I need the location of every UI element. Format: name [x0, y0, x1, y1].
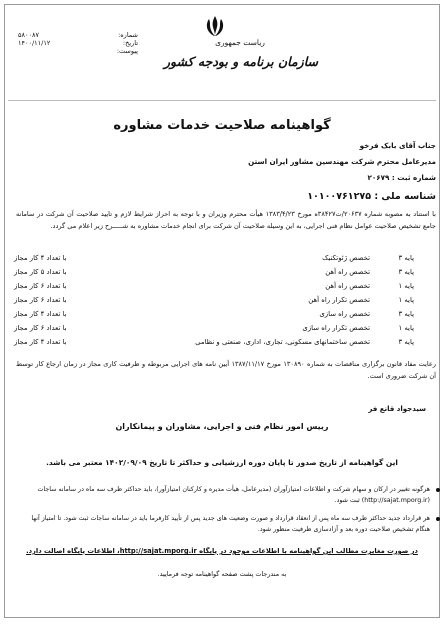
scope-count: با تعداد ۶ کار مجاز [14, 282, 67, 290]
header-divider [8, 100, 436, 101]
scope-grade: پایه ۳ [398, 254, 414, 262]
note-text: هر قرارداد جدید حداکثر ظرف سه ماه پس از انعقاد قرارداد و صورت وضعیت های جدید پس از تأیید کارفرما باید در سامانه ساجات ثبت شود. تا امتیاز آنها هنگام تشخیص صلاحیت دوره بعد و آزادسازی ظرفیت منظور شود. [31, 515, 430, 533]
scope-name: تخصص ژئوتکنیک [322, 254, 370, 262]
validity-statement: این گواهینامه از تاریخ صدور تا پایان دوره ارزشیابی و حداکثر تا تاریخ ۱۴۰۲/۰۹/۰۹ معتبر می باشد. [46, 458, 398, 467]
bullet-icon [436, 517, 440, 521]
iran-emblem-icon [204, 14, 226, 38]
intro-paragraph: با استناد به مصوبه شماره ۲۰۶۳۷/ت۳۸۴۲۷ه مورخ ۱۳۸۳/۴/۲۳ هیأت محترم وزیران و با توجه به احراز شرایط لازم و تایید صلاحیت آن شرکت در سامانه جامع تشخیص صلاحیت عوامل نظام فنی اجرایی، به این وسیله صلاحیت آن شرکت برای انجام خدمات مشاوره به شـــــرح زیر اعلام می گردد. [16, 210, 436, 230]
scope-row [14, 296, 414, 310]
page-title: گواهینامه صلاحیت خدمات مشاوره [113, 118, 331, 133]
scope-row [14, 282, 414, 296]
scope-name: تخصص راه آهن [325, 282, 370, 290]
scope-name: تخصص راه آهن [325, 268, 370, 276]
scope-row [14, 268, 414, 282]
scope-grade: پایه ۳ [398, 268, 414, 276]
note-item [26, 513, 430, 535]
scope-row [14, 324, 414, 338]
scope-row [14, 338, 414, 352]
attachment-label: پیوست: [116, 47, 138, 55]
number-label: شماره: [118, 31, 138, 39]
number-value: ۵۸۰۰۸۷ [18, 31, 39, 39]
document-meta [18, 32, 138, 56]
scope-row [14, 254, 414, 268]
bullet-icon [436, 488, 440, 492]
scope-name: تخصص تکرار راه سازی [302, 324, 370, 332]
note-text: هرگونه تغییر در ارکان و سهام شرکت و اطلاعات امتیازآوران (مدیرعامل، هیأت مدیره و کارکنان امتیازآور)، باید حداکثر ظرف سه ماه در سامانه ساجات (http://sajat.mporg.ir) ثبت شود. [37, 486, 430, 504]
org-line-presidency: ریاست جمهوری [215, 38, 265, 47]
recipient-salutation: جناب آقای بابک فرخو [359, 141, 436, 150]
scope-name: تخصص راه سازی [319, 310, 370, 318]
date-label: تاریخ: [122, 39, 138, 47]
regulation-paragraph: رعایت مفاد قانون برگزاری مناقصات به شماره ۱۳۰۸۹۰ مورخ ۱۳۸۷/۱۱/۱۷ آیین نامه های اجرایی مربوطه و ظرفیت کاری مجاز در زمان ارجاع کار توسط آن شرکت ضروری است. [16, 360, 436, 380]
scope-count: با تعداد ۴ کار مجاز [14, 338, 67, 346]
scope-grade: پایه ۳ [398, 310, 414, 318]
scope-grade: پایه ۱ [398, 296, 414, 304]
scopes-list [0, 252, 446, 352]
recipient-position: مدیرعامل محترم شرکت مهندسین مشاور ایران استن [248, 157, 436, 166]
scope-grade: پایه ۱ [398, 324, 414, 332]
signatory-name: سیدجواد قانع فر [368, 405, 426, 413]
registration-number: شماره ثبت : ۲۰۶۷۹ [367, 173, 436, 182]
signatory-title: رییس امور نظام فنی و اجرایی، مشاوران و پیمانکاران [115, 422, 329, 431]
scope-count: با تعداد ۶ کار مجاز [14, 296, 67, 304]
national-id: شناسه ملی : ۱۰۱۰۰۷۶۱۲۷۵ [307, 191, 436, 202]
scope-name: تخصص تکرار راه آهن [308, 296, 370, 304]
scope-row [14, 310, 414, 324]
scope-count: با تعداد ۴ کار مجاز [14, 310, 67, 318]
note-item [26, 484, 430, 506]
mismatch-notice: در صورت مغایرت مطالب این گواهینامه با اطلاعات موجود در پایگاه http://sajat.mporg.ir، اطلاعات پایگاه اصالت دارد. [26, 547, 418, 555]
scope-name: تخصص ساختمانهای مسکونی، تجاری، اداری، صنعتی و نظامی [195, 338, 370, 346]
scope-count: با تعداد ۵ کار مجاز [14, 268, 67, 276]
footer-note: به مندرجات پشت صفحه گواهینامه توجه فرمایید. [157, 570, 287, 578]
scope-grade: پایه ۱ [398, 282, 414, 290]
scope-grade: پایه ۳ [398, 338, 414, 346]
scope-count: با تعداد ۶ کار مجاز [14, 324, 67, 332]
org-name: سازمان برنامه و بودجه کشور [163, 54, 319, 69]
scope-count: با تعداد ۴ کار مجاز [14, 254, 67, 262]
date-value: ۱۴۰۰/۱۱/۱۲ [18, 39, 51, 47]
